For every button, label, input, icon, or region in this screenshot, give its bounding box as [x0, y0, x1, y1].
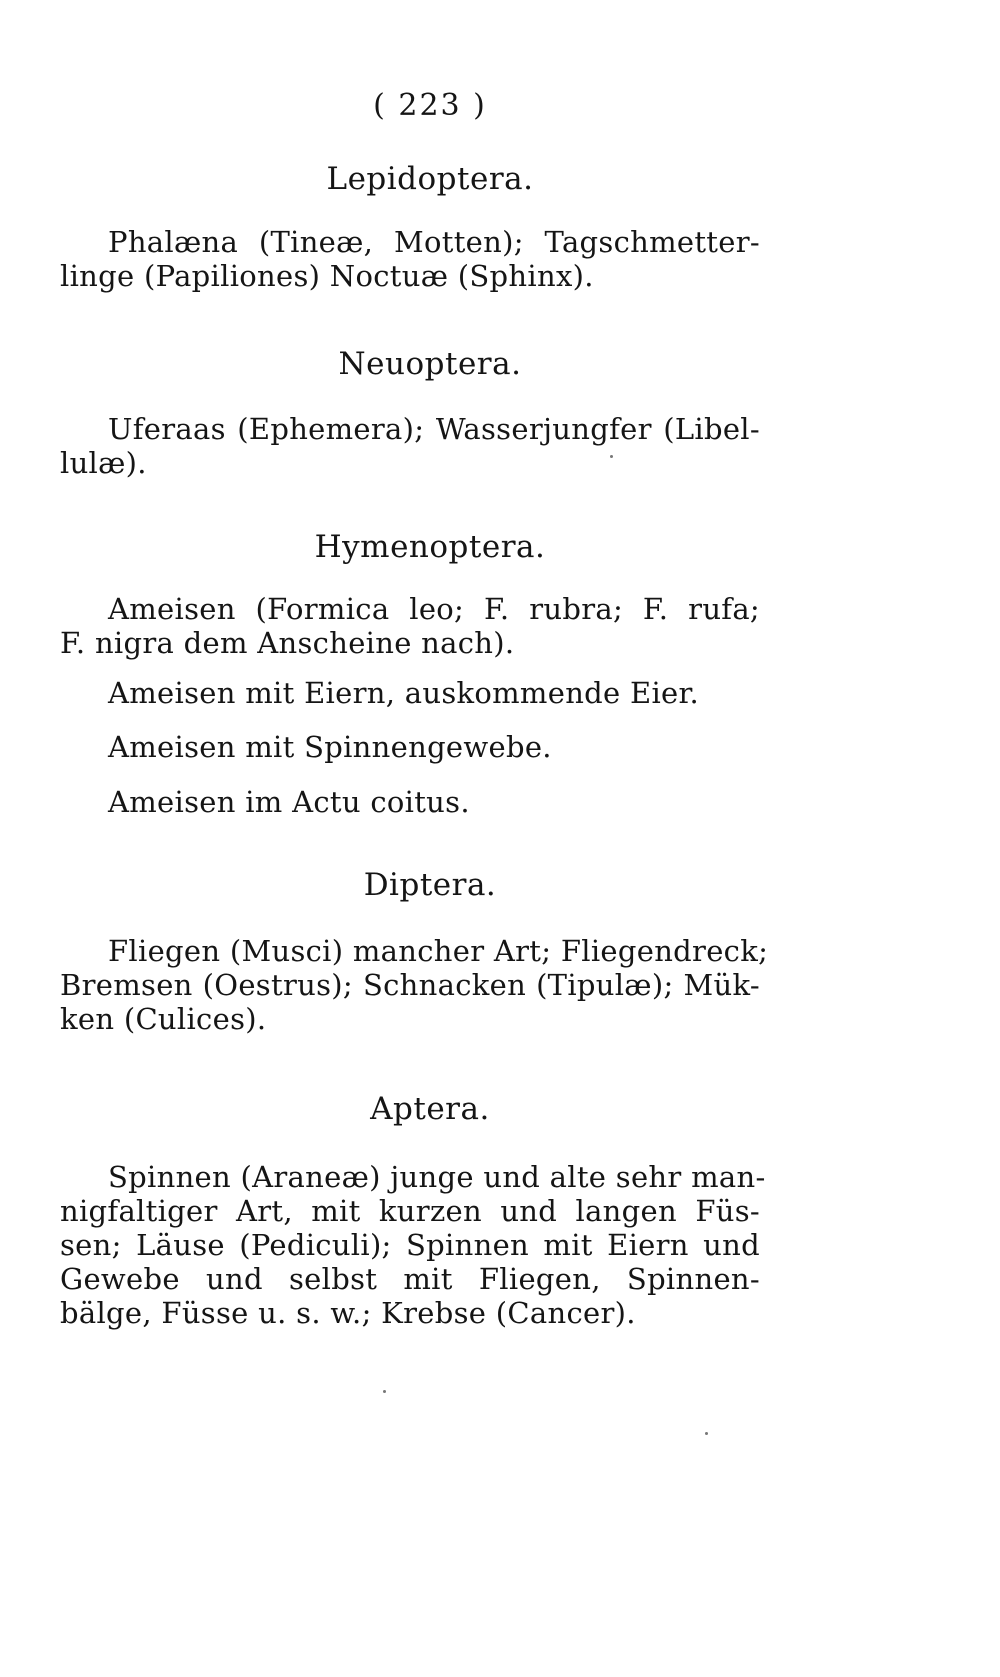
text-line: Gewebe und selbst mit Fliegen, Spinnen- [60, 1262, 760, 1296]
text-line: Bremsen (Oestrus); Schnacken (Tipulæ); Mük- [60, 968, 760, 1002]
paragraph-hymenoptera-3 [60, 730, 760, 764]
text-line: Ameisen mit Spinnengewebe. [108, 730, 552, 764]
text-line: nigfaltiger Art, mit kurzen und langen Füs- [60, 1194, 760, 1228]
page-number: ( 223 ) [373, 88, 487, 123]
text-line: sen; Läuse (Pediculi); Spinnen mit Eiern und [60, 1228, 760, 1262]
text-line: Fliegen (Musci) mancher Art; Fliegendreck; [108, 934, 769, 968]
section-heading-aptera: Aptera. [370, 1091, 490, 1127]
paragraph-hymenoptera-1 [60, 592, 760, 660]
text-line: Spinnen (Araneæ) junge und alte sehr man- [108, 1160, 766, 1194]
text-line: linge (Papiliones) Noctuæ (Sphinx). [60, 259, 594, 293]
scan-speck [383, 1390, 386, 1393]
text-line: ken (Culices). [60, 1002, 267, 1036]
text-line: Phalæna (Tineæ, Motten); Tagschmetter- [108, 225, 760, 259]
paragraph-neuoptera [60, 412, 760, 480]
scan-speck [705, 1432, 708, 1435]
scan-speck [610, 455, 613, 458]
section-heading-diptera: Diptera. [363, 867, 497, 903]
text-line: lulæ). [60, 446, 147, 480]
text-line: bälge, Füsse u. s. w.; Krebse (Cancer). [60, 1296, 636, 1330]
paragraph-hymenoptera-2 [60, 676, 760, 710]
paragraph-lepidoptera [60, 225, 760, 293]
paragraph-diptera [60, 934, 769, 1036]
section-heading-lepidoptera: Lepidoptera. [326, 161, 534, 197]
text-line: Ameisen mit Eiern, auskommende Eier. [108, 676, 700, 710]
section-heading-hymenoptera: Hymenoptera. [314, 529, 546, 565]
paragraph-aptera [60, 1160, 766, 1330]
text-line: Ameisen im Actu coitus. [108, 785, 470, 819]
paragraph-hymenoptera-4 [60, 785, 760, 819]
text-line: Uferaas (Ephemera); Wasserjungfer (Libel- [108, 412, 760, 446]
text-line: F. nigra dem Anscheine nach). [60, 626, 515, 660]
section-heading-neuoptera: Neuoptera. [338, 346, 522, 382]
text-line: Ameisen (Formica leo; F. rubra; F. rufa; [108, 592, 760, 626]
